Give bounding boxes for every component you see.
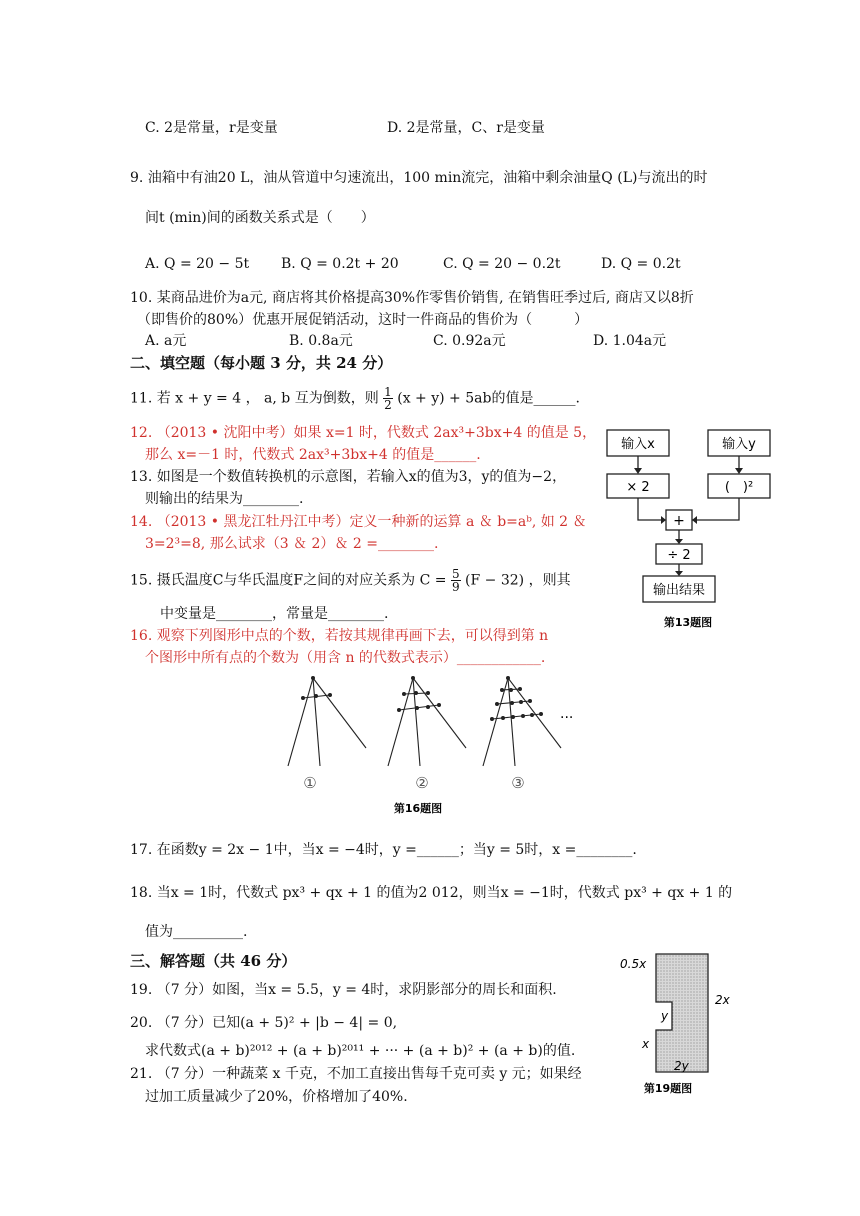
fig16-label-2: ② <box>415 774 429 792</box>
fig19-label-x: x <box>642 1037 650 1051</box>
q11-frac-num: 1 <box>384 385 392 399</box>
q10-option-b: B. 0.8a元 <box>289 333 353 349</box>
q11-stem <box>130 386 580 411</box>
q18-stem-line1: 18. 当x = 1时，代数式 px³ + qx + 1 的值为2 012，则当x = −1时，代数式 px³ + qx + 1 的 <box>130 885 733 901</box>
q10-option-d: D. 1.04a元 <box>593 333 667 349</box>
fig16-label-3: ③ <box>511 774 525 792</box>
fig13-plus: + <box>673 513 685 529</box>
q11-fraction <box>383 386 393 411</box>
fig16-caption: 第16题图 <box>393 802 443 815</box>
q9-option-c: C. Q = 20 − 0.2t <box>443 256 561 272</box>
q18-stem-line2: 值为__________. <box>145 924 248 940</box>
q15-text-post: (F − 32) ，则其 <box>465 572 571 589</box>
fig19-label-2x: 2x <box>715 993 730 1007</box>
q12-stem-line2: 那么 x=－1 时，代数式 2ax³+3bx+4 的值是______. <box>145 447 481 463</box>
figure-19-shaded-shape <box>612 946 742 1100</box>
q9-stem-line2: 间t (min)间的函数关系式是（ ） <box>145 210 375 226</box>
q15-frac-num: 5 <box>451 567 460 581</box>
q11-text-pre: 11. 若 x + y = 4 ， a, b 互为倒数，则 <box>130 390 379 407</box>
q21-stem-line1: 21. （7 分）一种蔬菜 x 千克，不加工直接出售每千克可卖 y 元；如果经 <box>130 1066 582 1082</box>
q8-option-c: C. 2是常量，r是变量 <box>145 120 278 136</box>
fig13-output: 输出结果 <box>652 583 706 598</box>
q15-stem-line1 <box>130 568 571 593</box>
q12-stem-line1: 12. （2013 • 沈阳中考）如果 x=1 时，代数式 2ax³+3bx+4 的值是 5， <box>130 425 597 441</box>
q20-stem-line2: 求代数式(a + b)²⁰¹² + (a + b)²⁰¹¹ + ··· + (a + b)² + (a + b)的值. <box>145 1043 576 1059</box>
fig13-caption: 第13题图 <box>663 616 713 629</box>
fig13-input-x: 输入x <box>621 437 655 452</box>
q10-option-c: C. 0.92a元 <box>433 333 506 349</box>
fig13-times-two: × 2 <box>626 480 650 495</box>
q15-fraction <box>451 568 461 593</box>
fig19-label-y: y <box>661 1009 669 1023</box>
q9-stem-line1: 9. 油箱中有油20 L，油从管道中匀速流出，100 min流完，油箱中剩余油量Q (L)与流出的时 <box>130 170 708 186</box>
figure-16-dot-patterns <box>270 672 600 820</box>
q21-stem-line2: 过加工质量减少了20%，价格增加了40%. <box>145 1089 408 1105</box>
q9-option-b: B. Q = 0.2t + 20 <box>281 256 399 272</box>
q13-stem-line1: 13. 如图是一个数值转换机的示意图，若输入x的值为3，y的值为−2， <box>130 469 567 485</box>
section-heading-fill-in: 二、填空题（每小题 3 分，共 24 分） <box>130 354 393 372</box>
q14-stem-line2: 3=2³=8, 那么试求（3 ＆ 2）＆ 2 =________. <box>145 536 439 552</box>
fig19-caption: 第19题图 <box>643 1082 693 1095</box>
fig16-label-1: ① <box>303 774 317 792</box>
q10-stem-line1: 10. 某商品进价为a元, 商店将其价格提高30%作零售价销售, 在销售旺季过后, 商店又以8折 <box>130 290 694 306</box>
q16-stem-line1: 16. 观察下列图形中点的个数，若按其规律再画下去，可以得到第 n <box>130 628 549 644</box>
fig13-divide-two: ÷ 2 <box>667 548 691 563</box>
q9-option-a: A. Q = 20 − 5t <box>145 256 250 272</box>
q20-stem-line1: 20. （7 分）已知(a + 5)² + |b − 4| = 0, <box>130 1015 398 1031</box>
q15-text-pre: 15. 摄氏温度C与华氏温度F之间的对应关系为 C = <box>130 572 447 589</box>
q16-stem-line2: 个图形中所有点的个数为（用含 n 的代数式表示）____________. <box>145 650 546 666</box>
q19-stem: 19. （7 分）如图，当x = 5.5，y = 4时，求阴影部分的周长和面积. <box>130 982 557 998</box>
q10-option-a: A. a元 <box>145 333 187 349</box>
figure-13-flowchart <box>600 428 780 634</box>
q15-frac-den: 9 <box>451 580 460 594</box>
q11-text-post: (x + y) + 5ab的值是______. <box>397 390 580 407</box>
q8-option-d: D. 2是常量，C、r是变量 <box>387 120 545 136</box>
fig16-ellipsis: ··· <box>560 710 574 726</box>
q11-frac-den: 2 <box>384 398 392 412</box>
q14-stem-line1: 14. （2013 • 黑龙江牡丹江中考）定义一种新的运算 a ＆ b=aᵇ, 如 2 ＆ <box>130 514 587 530</box>
fig19-label-05x: 0.5x <box>620 957 647 971</box>
fig19-label-2y: 2y <box>674 1059 689 1073</box>
q15-stem-line2: 中变量是________，常量是________. <box>160 606 389 622</box>
section-heading-answer: 三、解答题（共 46 分） <box>130 952 297 970</box>
fig13-square: ( )² <box>724 480 754 495</box>
q13-stem-line2: 则输出的结果为________. <box>145 491 304 507</box>
q17-stem: 17. 在函数y = 2x − 1中，当x = −4时，y =______；当y = 5时，x =________. <box>130 842 637 858</box>
q9-option-d: D. Q = 0.2t <box>601 256 681 272</box>
q10-stem-line2: （即售价的80%）优惠开展促销活动，这时一件商品的售价为（ ） <box>137 312 589 328</box>
fig13-input-y: 输入y <box>722 437 756 452</box>
